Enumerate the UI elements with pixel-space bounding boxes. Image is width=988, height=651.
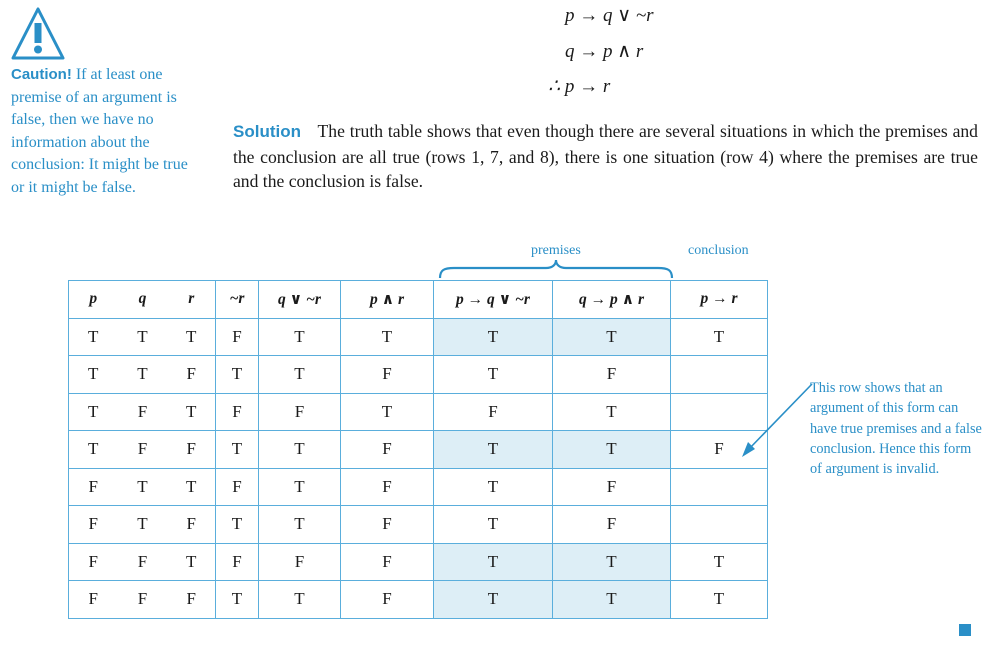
cell-premise-1: T	[434, 431, 553, 469]
caution-body: If at least one premise of an argument is false, then we have no information about the conclusion: It might be true or it might be false.	[11, 66, 188, 196]
cell-p: T	[69, 393, 118, 431]
cell-q-or-not-r: F	[259, 393, 341, 431]
cell-q-or-not-r: T	[259, 506, 341, 544]
cell-not-r: F	[216, 543, 259, 581]
end-of-example-mark	[959, 624, 971, 636]
table-row	[69, 506, 768, 544]
cell-premise-1: T	[434, 318, 553, 356]
header-p: p	[89, 290, 98, 308]
premises-brace	[438, 258, 674, 280]
cell-p: F	[69, 543, 118, 581]
cell-p: F	[69, 581, 118, 619]
cell-premise-2: T	[553, 543, 671, 581]
solution-heading: Solution	[233, 122, 301, 141]
header-premise-2: q → p ∧ r	[553, 281, 671, 319]
cell-not-r: T	[216, 356, 259, 394]
header-q-or-not-r: q ∨ ~r	[259, 281, 341, 319]
header-premise-1: p → q ∨ ~r	[434, 281, 553, 319]
cell-not-r: F	[216, 393, 259, 431]
cell-p-and-r: T	[341, 318, 434, 356]
cell-p-and-r: T	[341, 393, 434, 431]
conclusion-label: conclusion	[688, 243, 749, 258]
table-row	[69, 393, 768, 431]
table-row	[69, 431, 768, 469]
table-row	[69, 356, 768, 394]
cell-not-r: T	[216, 431, 259, 469]
premise-1: p → q ∨ ~r	[565, 5, 654, 26]
cell-q: F	[118, 543, 168, 581]
cell-conclusion	[671, 506, 768, 544]
cell-p-and-r: F	[341, 543, 434, 581]
cell-q: T	[118, 356, 168, 394]
cell-q-or-not-r: T	[259, 356, 341, 394]
cell-premise-1: T	[434, 356, 553, 394]
premise-2: q → p ∧ r	[565, 41, 644, 62]
cell-q-or-not-r: T	[259, 468, 341, 506]
warning-triangle-icon	[10, 6, 66, 62]
argument-conclusion: ∴ p → r	[548, 76, 611, 97]
arrow-icon	[738, 380, 818, 460]
table-header-row	[69, 281, 768, 319]
cell-premise-1: T	[434, 581, 553, 619]
cell-q-or-not-r: T	[259, 431, 341, 469]
table-row	[69, 581, 768, 619]
cell-r: F	[168, 431, 216, 469]
header-not-r: ~r	[216, 281, 259, 319]
cell-conclusion: T	[671, 581, 768, 619]
cell-q: T	[118, 506, 168, 544]
table-row	[69, 318, 768, 356]
truth-table	[68, 280, 768, 619]
cell-r: T	[168, 543, 216, 581]
cell-conclusion	[671, 468, 768, 506]
cell-not-r: T	[216, 581, 259, 619]
cell-premise-1: F	[434, 393, 553, 431]
cell-r: T	[168, 468, 216, 506]
cell-p-and-r: F	[341, 468, 434, 506]
cell-p-and-r: F	[341, 431, 434, 469]
premises-label: premises	[531, 243, 581, 258]
cell-q-or-not-r: T	[259, 318, 341, 356]
cell-r: T	[168, 393, 216, 431]
cell-r: F	[168, 356, 216, 394]
caution-note	[11, 64, 201, 199]
cell-r: F	[168, 506, 216, 544]
cell-not-r: T	[216, 506, 259, 544]
invalid-row-note: This row shows that an argument of this form can have true premises and a false conclusion. Hence this form of argument is invalid.	[810, 380, 982, 478]
cell-premise-2: T	[553, 431, 671, 469]
cell-premise-2: T	[553, 393, 671, 431]
solution-body: The truth table shows that even though there are several situations in which the premises and the conclusion are all true (rows 1, 7, and 8), there is one situation (row 4) where the premises are true and the conclusion is false.	[233, 121, 978, 191]
cell-premise-1: T	[434, 506, 553, 544]
cell-p: F	[69, 468, 118, 506]
caution-heading: Caution!	[11, 66, 72, 83]
cell-q-or-not-r: T	[259, 581, 341, 619]
cell-p-and-r: F	[341, 581, 434, 619]
cell-q: T	[118, 318, 168, 356]
header-r: r	[188, 290, 195, 308]
header-p-and-r: p ∧ r	[341, 281, 434, 319]
cell-q-or-not-r: F	[259, 543, 341, 581]
cell-q: F	[118, 393, 168, 431]
cell-p: T	[69, 356, 118, 394]
header-conclusion: p → r	[671, 281, 768, 319]
cell-p-and-r: F	[341, 506, 434, 544]
header-q: q	[138, 290, 147, 308]
cell-premise-2: F	[553, 356, 671, 394]
cell-premise-2: T	[553, 318, 671, 356]
cell-r: T	[168, 318, 216, 356]
cell-premise-1: T	[434, 468, 553, 506]
cell-p: T	[69, 431, 118, 469]
cell-q: F	[118, 581, 168, 619]
cell-conclusion: T	[671, 543, 768, 581]
cell-premise-2: T	[553, 581, 671, 619]
cell-premise-1: T	[434, 543, 553, 581]
cell-not-r: F	[216, 468, 259, 506]
solution-paragraph	[233, 119, 978, 194]
cell-premise-2: F	[553, 468, 671, 506]
cell-conclusion: F	[671, 431, 768, 469]
cell-p-and-r: F	[341, 356, 434, 394]
cell-p: T	[69, 318, 118, 356]
cell-q: F	[118, 431, 168, 469]
cell-not-r: F	[216, 318, 259, 356]
cell-conclusion: T	[671, 318, 768, 356]
cell-p: F	[69, 506, 118, 544]
cell-q: T	[118, 468, 168, 506]
table-row	[69, 543, 768, 581]
cell-r: F	[168, 581, 216, 619]
table-row	[69, 468, 768, 506]
cell-premise-2: F	[553, 506, 671, 544]
